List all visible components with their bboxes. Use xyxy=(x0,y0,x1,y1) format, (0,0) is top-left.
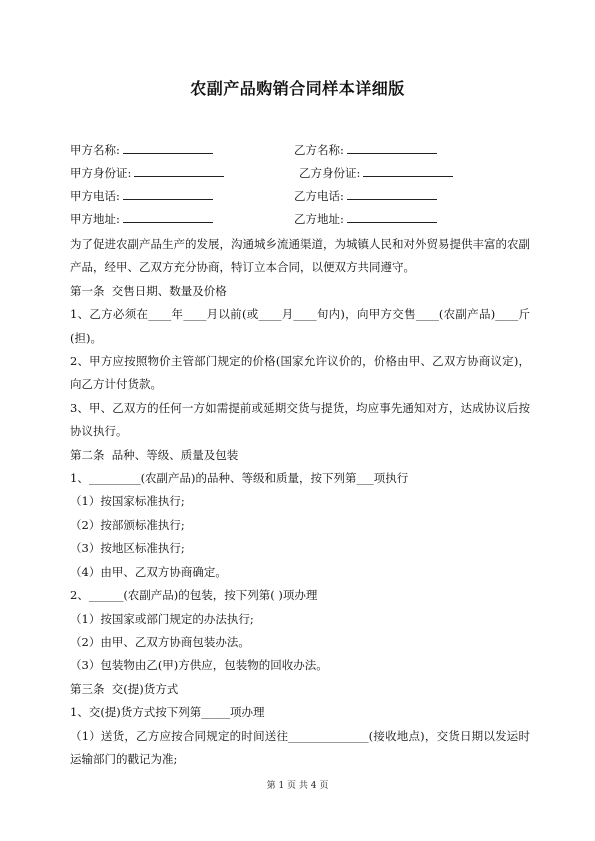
blank-line xyxy=(123,210,213,223)
blank-line xyxy=(363,164,453,177)
article-heading: 第一条 交售日期、数量及价格 xyxy=(70,283,227,298)
party-b-address-field xyxy=(294,210,437,227)
party-a-id-label: 甲方身份证: xyxy=(70,166,132,180)
sub-clause: （2）按部颁标准执行; xyxy=(70,517,185,532)
sub-clause: （1）按国家或部门规定的办法执行; xyxy=(70,611,254,626)
party-row xyxy=(70,187,540,210)
party-a-name-field xyxy=(70,141,213,158)
party-a-phone-field xyxy=(70,187,213,204)
clause-paragraph: 2、______(农副产品)的包装，按下列第( )项办理 xyxy=(70,588,318,603)
blank-line xyxy=(347,210,437,223)
party-info-grid xyxy=(70,141,540,233)
party-b-phone-field xyxy=(294,187,437,204)
party-row xyxy=(70,141,540,164)
party-b-phone-label: 乙方电话: xyxy=(294,189,344,203)
sub-clause: （3）按地区标准执行; xyxy=(70,541,185,556)
sub-clause: （2）由甲、乙双方协商包装办法。 xyxy=(70,634,250,649)
party-a-address-label: 甲方地址: xyxy=(70,212,120,226)
document-title: 农副产品购销合同样本详细版 xyxy=(190,79,405,98)
party-row xyxy=(70,164,540,187)
party-b-name-field xyxy=(294,141,437,158)
party-a-address-field xyxy=(70,210,213,227)
blank-line xyxy=(123,141,213,154)
party-a-phone-label: 甲方电话: xyxy=(70,189,120,203)
blank-line xyxy=(123,187,213,200)
blank-line xyxy=(347,187,437,200)
article-heading: 第二条 品种、等级、质量及包装 xyxy=(70,447,239,462)
clause-paragraph: 3、甲、乙双方的任何一方如需提前或延期交货与提货，均应事先通知对方，达成协议后按协议执行。 xyxy=(70,400,530,439)
clause-paragraph: 1、乙方必须在____年____月以前(或____月____旬内)，向甲方交售____(农副产品)____斤(担)。 xyxy=(70,307,530,345)
clause-paragraph: 2、甲方应按照物价主管部门规定的价格(国家允许议价的，价格由甲、乙双方协商议定)，向乙方计付货款。 xyxy=(70,354,530,392)
party-b-id-label: 乙方身份证: xyxy=(299,166,361,180)
preamble-paragraph: 为了促进农副产品生产的发展，沟通城乡流通渠道，为城镇人民和对外贸易提供丰富的农副产品，经甲、乙双方充分协商，特订立本合同，以便双方共同遵守。 xyxy=(70,237,530,275)
party-row xyxy=(70,210,540,233)
page-number-footer: 第 1 页 共 4 页 xyxy=(266,781,329,791)
contract-body xyxy=(70,233,530,771)
sub-clause: （4）由甲、乙双方协商确定。 xyxy=(70,564,227,579)
sub-clause: （3）包装物由乙(甲)方供应，包装物的回收办法。 xyxy=(70,658,328,673)
blank-line xyxy=(347,141,437,154)
sub-clause: （1）送货，乙方应按合同规定的时间送往______________(接收地点)，交货日期以发运时运输部门的戳记为准; xyxy=(70,728,530,766)
clause-paragraph: 1、_________(农副产品)的品种、等级和质量，按下列第___项执行 xyxy=(70,471,409,486)
clause-paragraph: 1、交(提)货方式按下列第_____项办理 xyxy=(70,705,265,720)
article-heading: 第三条 交(提)货方式 xyxy=(70,681,179,696)
party-b-address-label: 乙方地址: xyxy=(294,212,344,226)
sub-clause: （1）按国家标准执行; xyxy=(70,494,185,509)
blank-line xyxy=(134,164,224,177)
party-a-name-label: 甲方名称: xyxy=(70,143,120,157)
party-a-id-field xyxy=(70,164,224,181)
party-b-name-label: 乙方名称: xyxy=(294,143,344,157)
party-b-id-field xyxy=(299,164,453,181)
